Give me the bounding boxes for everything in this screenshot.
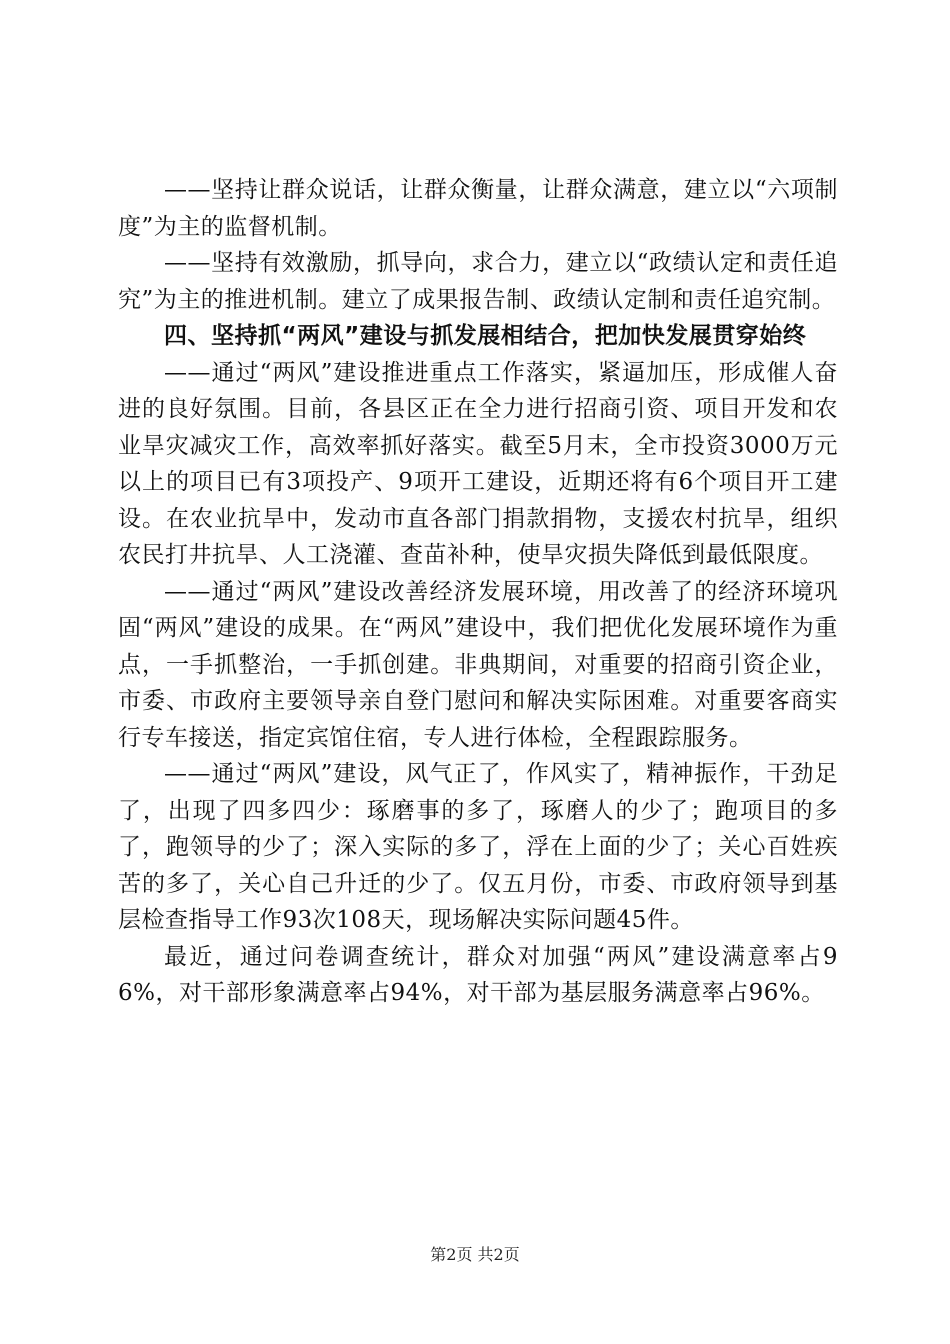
paragraph-supervision-mechanism: ——坚持让群众说话，让群众衡量，让群众满意，建立以“六项制度”为主的监督机制。 bbox=[118, 177, 838, 240]
paragraph-economic-environment: ——通过“两风”建设改善经济发展环境，用改善了的经济环境巩固“两风”建设的成果。在“两风”建设中，我们把优化发展环境作为重点，一手抓整治，一手抓创建。非典期间，对重要的招商引资企业，市委、市政府主要领导亲自登门慰问和解决实际困难。对重要客商实行专车接送，指定宾馆住宿，专人进行体检，全程跟踪服务。 bbox=[118, 578, 838, 751]
document-body bbox=[118, 172, 838, 1012]
paragraph-four-more-four-less: ——通过“两风”建设，风气正了，作风实了，精神振作，干劲足了，出现了四多四少：琢磨事的多了，琢磨人的少了；跑项目的多了，跑领导的少了；深入实际的多了，浮在上面的少了；关心百姓疾苦的多了，关心自己升迁的少了。仅五月份，市委、市政府领导到基层检查指导工作93次108天，现场解决实际问题45件。 bbox=[118, 761, 838, 933]
paragraph-survey-results: 最近，通过问卷调查统计，群众对加强“两风”建设满意率占96%，对干部形象满意率占94%，对干部为基层服务满意率占96%。 bbox=[118, 943, 838, 1006]
paragraph-promotion-mechanism: ——坚持有效激励，抓导向，求合力，建立以“政绩认定和责任追究”为主的推进机制。建立了成果报告制、政绩认定制和责任追究制。 bbox=[118, 250, 838, 313]
page-number-footer: 第2页 共2页 bbox=[430, 1245, 520, 1264]
paragraph-key-work: ——通过“两风”建设推进重点工作落实，紧逼加压，形成催人奋进的良好氛围。目前，各县区正在全力进行招商引资、项目开发和农业旱灾减灾工作，高效率抓好落实。截至5月末，全市投资3000万元以上的项目已有3项投产、9项开工建设，近期还将有6个项目开工建设。在农业抗旱中，发动市直各部门捐款捐物，支援农村抗旱，组织农民打井抗旱、人工浇灌、查苗补种，使旱灾损失降低到最低限度。 bbox=[118, 359, 838, 568]
section-heading-four: 四、坚持抓“两风”建设与抓发展相结合，把加快发展贯穿始终 bbox=[164, 323, 807, 349]
